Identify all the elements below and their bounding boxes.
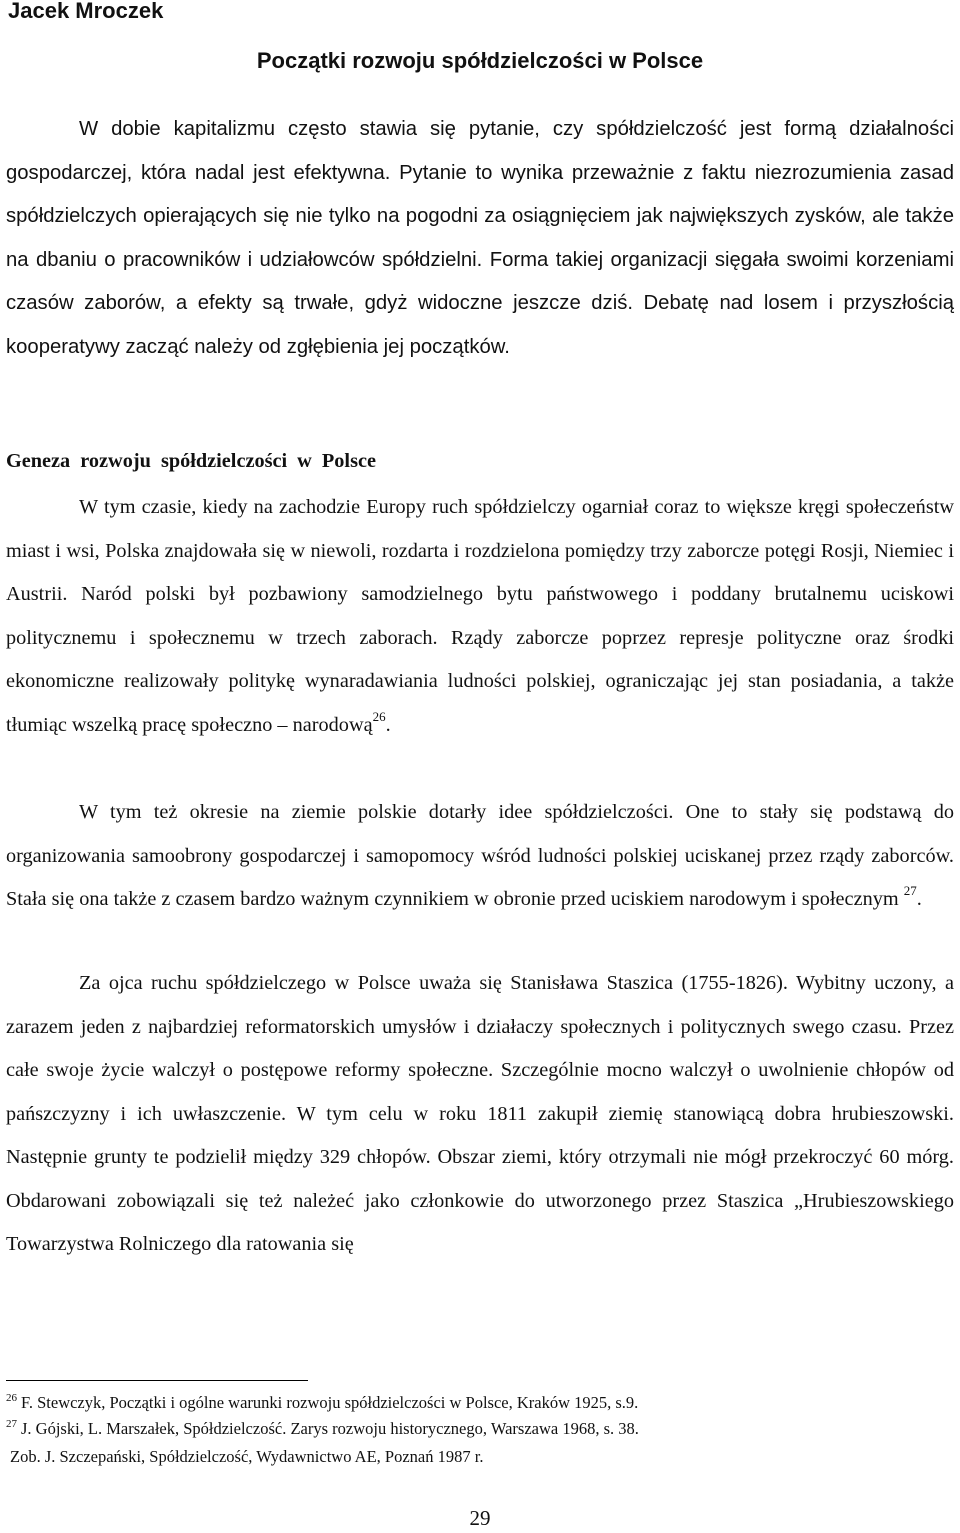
footnote-number: 27 [6, 1418, 17, 1430]
footnote-text: Zob. J. Szczepański, Spółdzielczość, Wydawnictwo AE, Poznań 1987 r. [10, 1447, 484, 1466]
intro-text: W dobie kapitalizmu często stawia się pytanie, czy spółdzielczość jest formą działalności gospodarczej, która nadal jest efektywna. Pytanie to wynika przeważnie z faktu niezrozumienia zasad spółdzielczych opierających się nie tylko na pogodni za osiągnięciem jak największych zysków, ale także na dbaniu o pracowników i udziałowców spółdzielni. Forma takiej organizacji sięgała swoimi korzeniami czasów zaborów, a efekty są trwałe, gdyż widoczne jeszcze dziś. Debatę nad losem i przyszłością kooperatywy zacząć należy od zgłębienia jej początków. [6, 118, 954, 358]
author-name: Jacek Mroczek [8, 0, 164, 23]
page-number: 29 [469, 1506, 491, 1530]
section-heading: Geneza rozwoju spółdzielczości w Polsce [6, 450, 376, 472]
footnote-additional [10, 1446, 958, 1468]
footnote-26 [6, 1392, 954, 1414]
body-paragraph-2-end: . [916, 888, 922, 910]
intro-paragraph [6, 108, 954, 369]
body-paragraph-1-text: W tym czasie, kiedy na zachodzie Europy ruch spółdzielczy ogarniał coraz to większe kręgi społeczeństw miast i wsi, Polska znajdowała się w niewoli, rozdarta i rozdzielona pomiędzy trzy zaborcze potęgi Rosji, Niemiec i Austrii. Naród polski był pozbawiony samodzielnego bytu państwowego i poddany brutalnemu uciskowi politycznemu i społecznemu w trzech zaborach. Rządy zaborcze poprzez represje polityczne oraz środki ekonomiczne realizowały politykę wynaradawiania ludności polskiej, ograniczając jej stan posiadania, a także tłumiąc wszelką pracę społeczno – narodową [6, 496, 954, 736]
footnote-reference-26[interactable]: 26 [372, 708, 386, 724]
footnote-separator [6, 1380, 308, 1381]
body-paragraph-2 [6, 791, 954, 922]
footnote-text: J. Gójski, L. Marszałek, Spółdzielczość. Zarys rozwoju historycznego, Warszawa 1968, s. 38. [21, 1419, 639, 1438]
body-paragraph-3 [6, 962, 954, 1267]
body-paragraph-1-end: . [385, 713, 391, 736]
footnote-27 [6, 1418, 954, 1440]
body-paragraph-1 [6, 486, 954, 747]
footnote-reference-27[interactable]: 27 [903, 883, 917, 898]
footnote-text: F. Stewczyk, Początki i ogólne warunki rozwoju spółdzielczości w Polsce, Kraków 1925, s.9. [21, 1393, 639, 1412]
body-paragraph-3-text: Za ojca ruchu spółdzielczego w Polsce uważa się Stanisława Staszica (1755-1826). Wybitny uczony, a zarazem jeden z najbardziej reformatorskich umysłów i działaczy społecznych i politycznych swego czasu. Przez całe swoje życie walczył o postępowe reformy społeczne. Szczególnie mocno walczył o uwolnienie chłopów od pańszczyzny i ich uwłaszczenie. W tym celu w roku 1811 zakupił ziemię stanowiącą dobra hrubieszowski. Następnie grunty te podzielił między 329 chłopów. Obszar ziemi, który otrzymali nie mógł przekroczyć 60 mórg. Obdarowani zobowiązali się też należeć jako członkowie do utworzonego przez Staszica „Hrubieszowskiego Towarzystwa Rolniczego dla ratowania się [6, 972, 954, 1255]
footnote-number: 26 [6, 1392, 17, 1404]
article-title: Początki rozwoju spółdzielczości w Polsce [256, 48, 704, 73]
body-paragraph-2-text: W tym też okresie na ziemie polskie dotarły idee spółdzielczości. One to stały się podstawą do organizowania samoobrony gospodarczej i samopomocy wśród ludności polskiej uciskanej przez rządy zaborców. Stała się ona także z czasem bardzo ważnym czynnikiem w obronie przed uciskiem narodowym i społecznym [6, 801, 954, 910]
